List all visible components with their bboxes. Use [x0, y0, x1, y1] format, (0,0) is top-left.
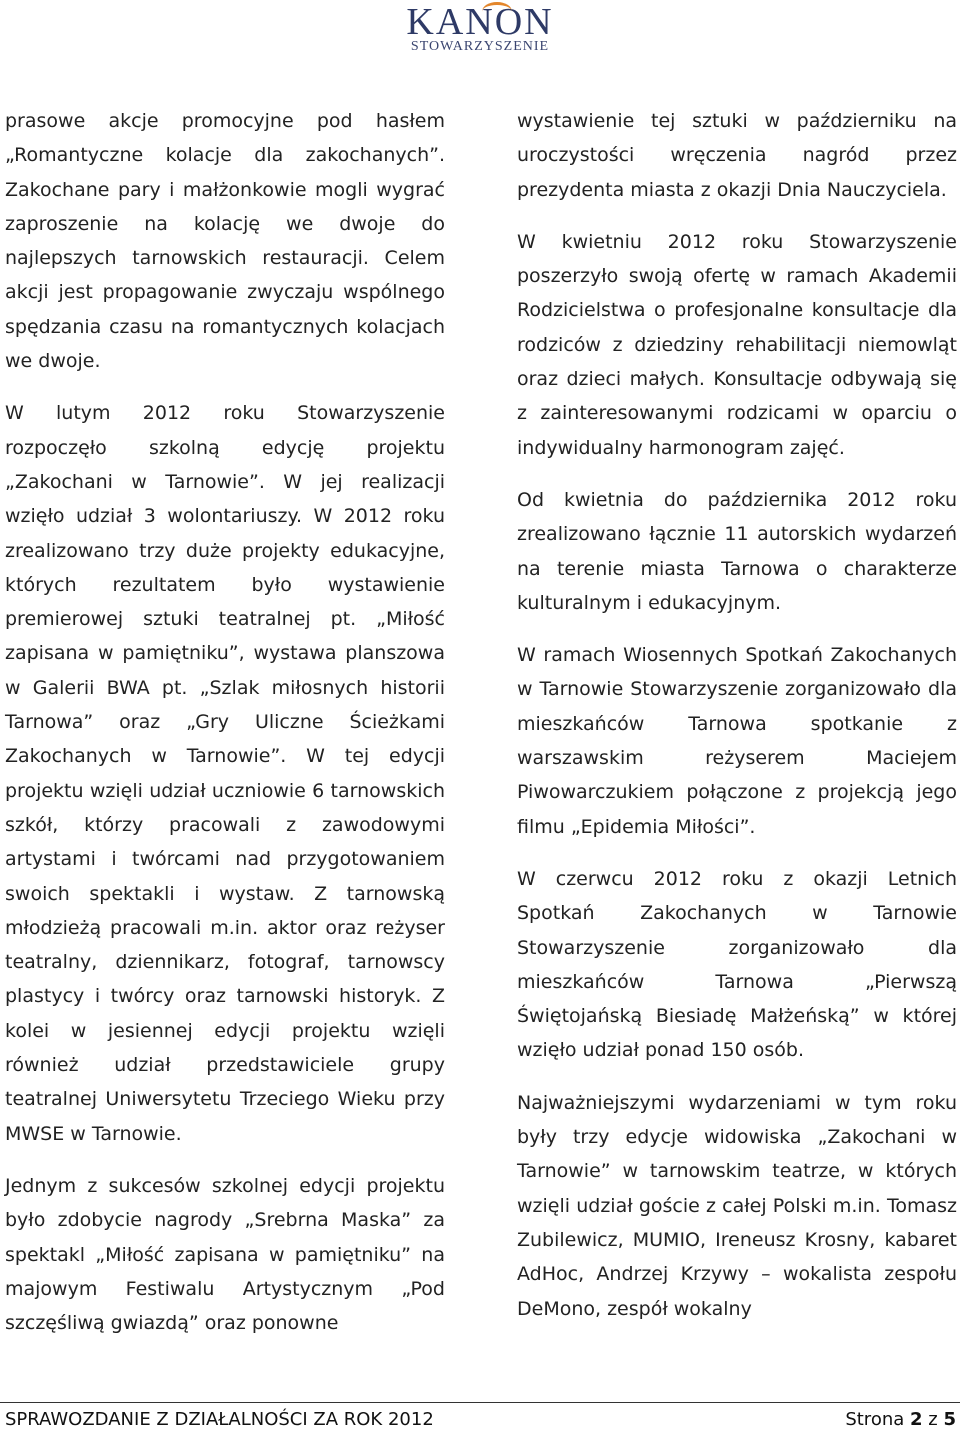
page-number [845, 1408, 956, 1432]
logo-arc-icon [482, 2, 512, 21]
paragraph: wystawienie tej sztuki w październiku na uroczystości wręczenia nagród przez prezydenta miasta z okazji Dnia Nauczyciela. [517, 110, 957, 201]
paragraph: W kwietniu 2012 roku Stowarzyszenie poszerzyło swoją ofertę w ramach Akademii Rodzicielstwa o profesjonalne konsultacje dla rodziców z dziedziny rehabilitacji niemowląt oraz dzieci małych. Konsultacje odbywają się z zainteresowanymi rodzicami w oparciu o indywidualny harmonogram zajęć. [517, 230, 957, 459]
page-header [0, 0, 960, 60]
paragraph: Jednym z sukcesów szkolnej edycji projektu było zdobycie nagrody „Srebrna Maska” za spektakl „Miłość zapisana w pamiętniku” na majowym Festiwalu Artystycznym „Pod szczęśliwą gwiazdą” oraz ponowne [5, 1174, 445, 1335]
paragraph: W ramach Wiosennych Spotkań Zakochanych w Tarnowie Stowarzyszenie zorganizowało dla mieszkańców Tarnowa spotkanie z warszawskim reżyserem Maciejem Piwowarczukiem połączone z projekcją jego filmu „Epidemia Miłości”. [517, 644, 957, 838]
report-title: SPRAWOZDANIE Z DZIAŁALNOŚCI ZA ROK 2012 [5, 1409, 434, 1430]
page-label: Strona [845, 1409, 905, 1430]
paragraph: Od kwietnia do października 2012 roku zrealizowano łącznie 11 autorskich wydarzeń na terenie miasta Tarnowa o charakterze kulturalnym i edukacyjnym. [517, 488, 957, 614]
page-of: z [928, 1409, 938, 1430]
page-total: 5 [943, 1409, 956, 1430]
footer-divider [0, 1402, 960, 1403]
page-footer [5, 1408, 956, 1432]
left-column [5, 104, 445, 1358]
paragraph: prasowe akcje promocyjne pod hasłem „Romantyczne kolacje dla zakochanych”. Zakochane pary i małżonkowie mogli wygrać zaproszenie na kolację we dwoje do najlepszych tarnowskich restauracji. Celem akcji jest propagowanie zwyczaju wspólnego spędzania czasu na romantycznych kolacjach we dwoje. [5, 110, 445, 373]
paragraph: W czerwcu 2012 roku z okazji Letnich Spotkań Zakochanych w Tarnowie Stowarzyszenie zorganizowało dla mieszkańców Tarnowa „Pierwszą Świętojańską Biesiadę Małżeńską” w której wzięło udział ponad 150 osób. [517, 867, 957, 1062]
page-current: 2 [910, 1409, 923, 1430]
logo-sub-text: STOWARZYSZENIE [410, 39, 550, 54]
paragraph: Najważniejszymi wydarzeniami w tym roku były trzy edycje widowiska „Zakochani w Tarnowie” w tarnowskim teatrze, w których wzięli udział goście z całej Polski m.in. Tomasz Zubilewicz, MUMIO, Ireneusz Krosny, kabaret AdHoc, Andrzej Krzywy – wokalista zespołu DeMono, zespół wokalny [517, 1091, 957, 1320]
right-column [517, 104, 957, 1344]
kanon-logo [402, 1, 558, 54]
logo-main-text: KANON [406, 1, 554, 43]
paragraph: W lutym 2012 roku Stowarzyszenie rozpoczęło szkolną edycję projektu „Zakochani w Tarnowie”. W jej realizacji wzięło udział 3 wolontariuszy. W 2012 roku zrealizowano trzy duże projekty edukacyjne, których rezultatem było wystawienie premierowej sztuki teatralnej pt. „Miłość zapisana w pamiętniku”, wystawa planszowa w Galerii BWA pt. „Szlak miłosnych historii Tarnowa” oraz „Gry Uliczne Ścieżkami Zakochanych w Tarnowie”. W tej edycji projektu wzięli udział uczniowie 6 tarnowskich szkół, którzy pracowali z zawodowymi artystami i twórcami nad przygotowaniem swoich spektakli i wystaw. Z tarnowską młodzieżą pracowali m.in. aktor oraz reżyser teatralny, dziennikarz, fotograf, tarnowscy plastycy i twórcy oraz tarnowski historyk. Z kolei w jesiennej edycji projektu wzięli również udział przedstawiciele grupy teatralnej Uniwersytetu Trzeciego Wieku przy MWSE w Tarnowie. [5, 402, 445, 1145]
